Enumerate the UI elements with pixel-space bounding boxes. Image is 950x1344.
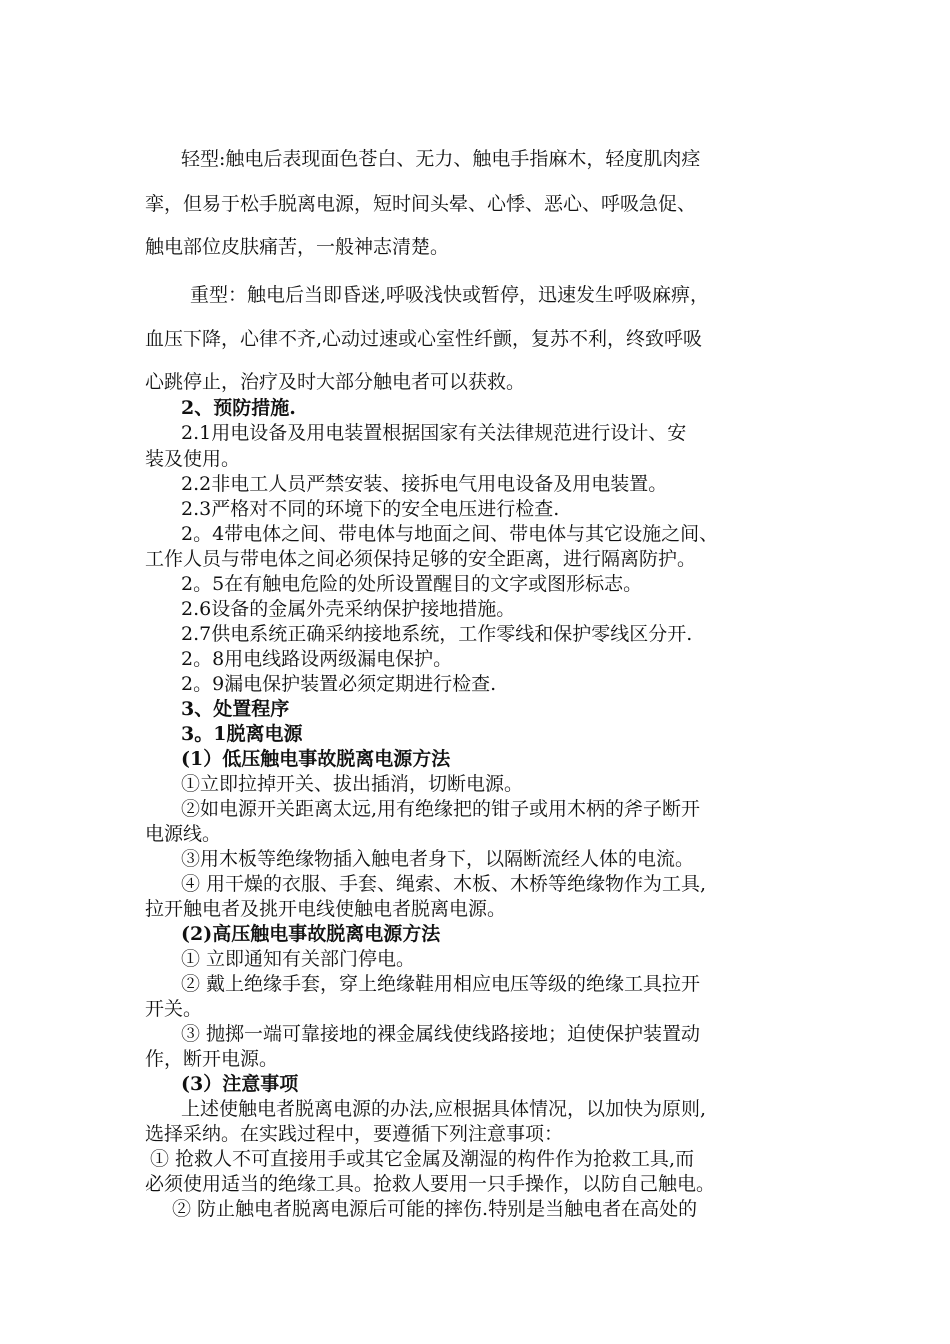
high-voltage-line: ② 戴上绝缘手套，穿上绝缘鞋用相应电压等级的绝缘工具拉开 — [181, 973, 701, 995]
section-3-1-heading: 3。1脱离电源 — [181, 723, 303, 745]
section-2-line: 2.3严格对不同的环境下的安全电压进行检查. — [181, 498, 560, 520]
high-voltage-heading: (2)高压触电事故脱离电源方法 — [181, 923, 441, 945]
notes-line: 必须使用适当的绝缘工具。抢救人要用一只手操作，以防自己触电。 — [145, 1173, 716, 1195]
mild-type-line-2: 挛，但易于松手脱离电源，短时间头晕、心悸、恶心、呼吸急促、 — [145, 193, 697, 215]
section-2-line: 装及使用。 — [145, 448, 241, 470]
severe-type-line-3: 心跳停止，治疗及时大部分触电者可以获救。 — [145, 371, 526, 393]
severe-type-line-1: 重型：触电后当即昏迷,呼吸浅快或暂停，迅速发生呼吸麻痹， — [190, 284, 710, 306]
high-voltage-line: 作，断开电源。 — [145, 1048, 279, 1070]
low-voltage-line: ①立即拉掉开关、拔出插消，切断电源。 — [181, 773, 524, 795]
section-2-line: 2.1用电设备及用电装置根据国家有关法律规范进行设计、安 — [181, 422, 687, 444]
low-voltage-line: ②如电源开关距离太远,用有绝缘把的钳子或用木柄的斧子断开 — [181, 798, 701, 820]
mild-type-line-1: 轻型:触电后表现面色苍白、无力、触电手指麻木，轻度肌肉痉 — [181, 148, 701, 170]
section-3-heading: 3、处置程序 — [181, 698, 290, 720]
notes-line: 上述使触电者脱离电源的办法,应根据具体情况，以加快为原则, — [181, 1098, 707, 1120]
notes-line: ② 防止触电者脱离电源后可能的摔伤.特别是当触电者在高处的 — [172, 1198, 698, 1220]
section-2-line: 2。9漏电保护装置必须定期进行检查. — [181, 673, 497, 695]
notes-line: ① 抢救人不可直接用手或其它金属及潮湿的构件作为抢救工具,而 — [150, 1148, 695, 1170]
notes-heading: (3）注意事项 — [181, 1073, 299, 1095]
low-voltage-line: 拉开触电者及挑开电线使触电者脱离电源。 — [145, 898, 507, 920]
section-2-line: 工作人员与带电体之间必须保持足够的安全距离，进行隔离防护。 — [145, 548, 697, 570]
low-voltage-line: ③用木板等绝缘物插入触电者身下，以隔断流经人体的电流。 — [181, 848, 695, 870]
section-2-line: 2.2非电工人员严禁安装、接拆电气用电设备及用电装置。 — [181, 473, 668, 495]
low-voltage-line: ④ 用干燥的衣服、手套、绳索、木板、木桥等绝缘物作为工具, — [181, 873, 707, 895]
high-voltage-line: ③ 抛掷一端可靠接地的裸金属线使线路接地；迫使保护装置动 — [181, 1023, 701, 1045]
high-voltage-line: ① 立即通知有关部门停电。 — [181, 948, 416, 970]
severe-type-line-2: 血压下降，心律不齐,心动过速或心室性纤颤，复苏不利，终致呼吸 — [145, 328, 703, 350]
section-2-line: 2.7供电系统正确采纳接地系统，工作零线和保护零线区分开. — [181, 623, 693, 645]
low-voltage-heading: (1）低压触电事故脱离电源方法 — [181, 748, 451, 770]
section-2-heading: 2、预防措施. — [181, 397, 296, 419]
low-voltage-line: 电源线。 — [145, 823, 222, 845]
high-voltage-line: 开关。 — [145, 998, 203, 1020]
section-2-line: 2。5在有触电危险的处所设置醒目的文字或图形标志。 — [181, 573, 643, 595]
section-2-line: 2。8用电线路设两级漏电保护。 — [181, 648, 453, 670]
notes-line: 选择采纳。在实践过程中，要遵循下列注意事项： — [145, 1123, 564, 1145]
mild-type-line-3: 触电部位皮肤痛苦，一般神志清楚。 — [145, 236, 450, 258]
section-2-line: 2.6设备的金属外壳采纳保护接地措施。 — [181, 598, 516, 620]
section-2-line: 2。4带电体之间、带电体与地面之间、带电体与其它设施之间、 — [181, 523, 719, 545]
